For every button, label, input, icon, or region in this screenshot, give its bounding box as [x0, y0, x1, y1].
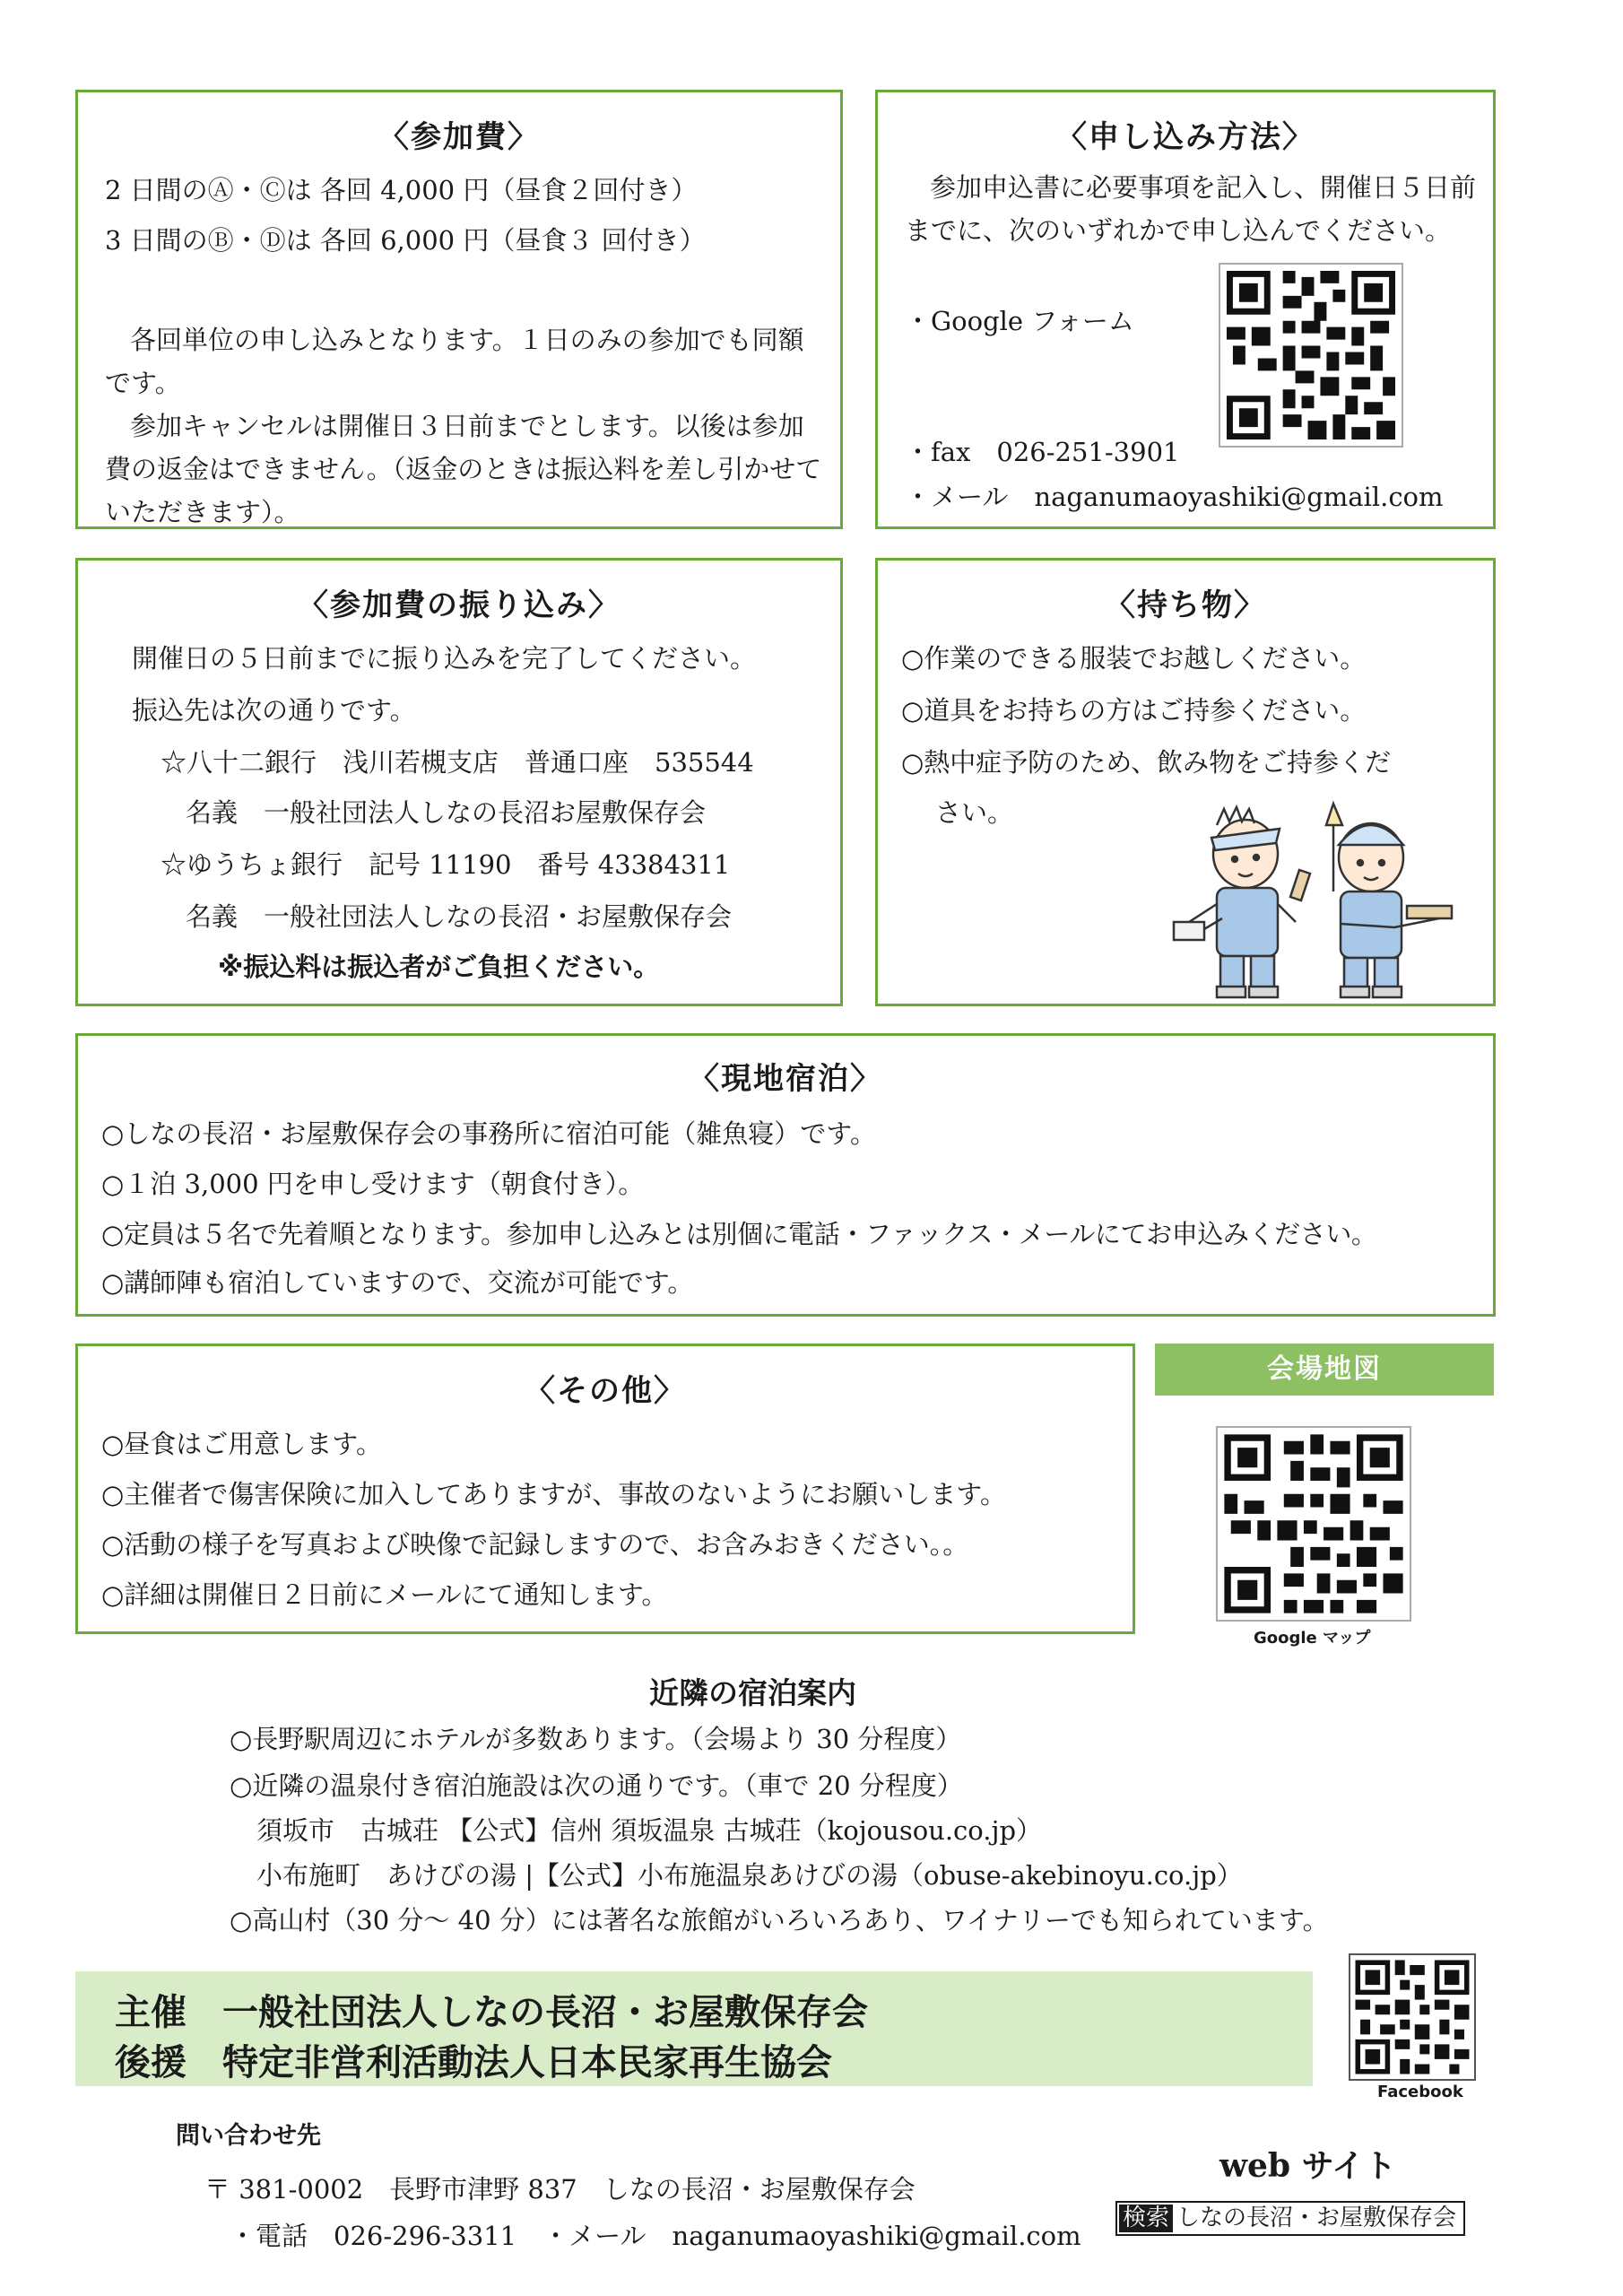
lodging-title: 〈現地宿泊〉: [689, 1061, 882, 1097]
apply-title: 〈申し込み方法〉: [1056, 119, 1315, 155]
apply-mail[interactable]: ・メール naganumaoyashiki@gmail.com: [905, 482, 1444, 512]
web-search-box[interactable]: [1115, 2201, 1465, 2236]
search-text: しなの長沼・お屋敷保存会: [1176, 2205, 1457, 2231]
nearby-line-onsen: ○近隣の温泉付き宿泊施設は次の通りです。（車で 20 分程度）: [230, 1770, 963, 1801]
transfer-bank-82: ☆八十二銀行 浅川若槻支店 普通口座 535544: [161, 747, 754, 778]
apply-para: 参加申込書に必要事項を記入し、開催日５日前までに、次のいずれかで申し込んでください。: [905, 172, 1477, 246]
nearby-title: 近隣の宿泊案内: [649, 1675, 856, 1710]
fee-line-3day: 3 日間のⒷ・Ⓓは 各回 6,000 円（昼食３ 回付き）: [105, 225, 706, 256]
transfer-name-2: 名義 一般社団法人しなの長沼・お屋敷保存会: [186, 901, 733, 932]
nearby-line-takayama: ○高山村（30 分～ 40 分）には著名な旅館がいろいろあり、ワイナリーでも知られています。: [230, 1905, 1329, 1935]
qr-code-icon: [1218, 1428, 1410, 1620]
facebook-qr[interactable]: [1349, 1953, 1476, 2081]
contact-address: 〒 381-0002 長野市津野 837 しなの長沼・お屋敷保存会: [204, 2174, 916, 2205]
items-line-clothes: ○作業のできる服装でお越しください。: [901, 643, 1367, 674]
fee-title: 〈参加費〉: [378, 119, 540, 155]
items-line-drinks: ○熱中症予防のため、飲み物をご持参くだ: [901, 747, 1392, 778]
venue-map-qr[interactable]: [1216, 1426, 1411, 1622]
transfer-title: 〈参加費の振り込み〉: [298, 587, 621, 623]
other-line-recording: ○活動の様子を写真および映像で記録しますので、お含みおきください。。: [101, 1529, 969, 1560]
google-form-qr[interactable]: [1219, 263, 1403, 448]
transfer-bank-yucho: ☆ゆうちょ銀行 記号 11190 番号 43384311: [161, 849, 731, 880]
qr-code-icon: [1350, 1955, 1474, 2079]
nearby-line-obuse: 小布施町 あけびの湯 |【公式】小布施温泉あけびの湯（obuse-akebinoyu.co.jp）: [256, 1860, 1243, 1891]
venue-map-caption: Google マップ: [1254, 1629, 1371, 1648]
lodging-line-capacity: ○定員は５名で先着順となります。参加申し込みとは別個に電話・ファックス・メールにてお申込みください。: [101, 1219, 1377, 1249]
lodging-line-office: ○しなの長沼・お屋敷保存会の事務所に宿泊可能（雑魚寝）です。: [101, 1118, 876, 1149]
fee-box: [75, 90, 843, 529]
other-line-lunch: ○昼食はご用意します。: [101, 1429, 382, 1459]
contact-heading: 問い合わせ先: [176, 2122, 321, 2150]
fee-para-cancel: 参加キャンセルは開催日３日前までとします。以後は参加費の返金はできません。（返金のときは振込料を差し引かせていただきます）。: [105, 411, 822, 527]
items-line-drinks-cont: さい。: [935, 797, 1014, 828]
workers-illustration: [1165, 798, 1470, 1000]
fee-line-2day: 2 日間のⒶ・Ⓒは 各回 4,000 円（昼食２回付き）: [105, 175, 698, 205]
fee-para-unit: 各回単位の申し込みとなります。１日のみの参加でも同額です。: [105, 325, 804, 398]
items-box: [875, 558, 1496, 1006]
search-tag-label: 検索: [1119, 2205, 1173, 2232]
facebook-caption: Facebook: [1377, 2083, 1463, 2101]
apply-fax: ・fax 026-251-3901: [905, 437, 1180, 467]
sponsor-support: 後援 特定非営利活動法人日本民家再生協会: [115, 2041, 832, 2083]
transfer-box: [75, 558, 843, 1006]
lodging-line-lecturers: ○講師陣も宿泊していますので、交流が可能です。: [101, 1267, 694, 1298]
other-line-details: ○詳細は開催日２日前にメールにて通知します。: [101, 1579, 668, 1610]
items-line-tools: ○道具をお持ちの方はご持参ください。: [901, 695, 1367, 726]
other-line-insurance: ○主催者で傷害保険に加入してありますが、事故のないようにお願いします。: [101, 1479, 1006, 1509]
lodging-box: [75, 1033, 1496, 1317]
web-site-label: web サイト: [1219, 2147, 1397, 2185]
nearby-line-station: ○長野駅周辺にホテルが多数あります。（会場より 30 分程度）: [230, 1724, 962, 1754]
other-box: [75, 1344, 1135, 1634]
qr-code-icon: [1220, 265, 1402, 446]
transfer-name-1: 名義 一般社団法人しなの長沼お屋敷保存会: [186, 797, 707, 828]
sponsor-host: 主催 一般社団法人しなの長沼・お屋敷保存会: [115, 1991, 868, 2033]
sponsor-banner: [75, 1971, 1313, 2086]
apply-box: [875, 90, 1496, 529]
venue-map-tag: 会場地図: [1155, 1344, 1494, 1396]
items-title: 〈持ち物〉: [1105, 587, 1266, 623]
other-title: 〈その他〉: [525, 1373, 686, 1409]
apply-google-form[interactable]: ・Google フォーム: [905, 306, 1134, 336]
lodging-line-price: ○１泊 3,000 円を申し受けます（朝食付き）。: [101, 1169, 645, 1199]
transfer-destination: 振込先は次の通りです。: [132, 695, 416, 726]
contact-phone-mail: ・電話 026-296-3311 ・メール naganumaoyashiki@gmail.com: [230, 2221, 1081, 2251]
transfer-deadline: 開催日の５日前までに振り込みを完了してください。: [132, 643, 757, 674]
transfer-note: ※振込料は振込者がご負担ください。: [218, 952, 660, 982]
nearby-line-suzaka: 須坂市 古城荘 【公式】信州 須坂温泉 古城荘（kojousou.co.jp）: [256, 1815, 1043, 1846]
